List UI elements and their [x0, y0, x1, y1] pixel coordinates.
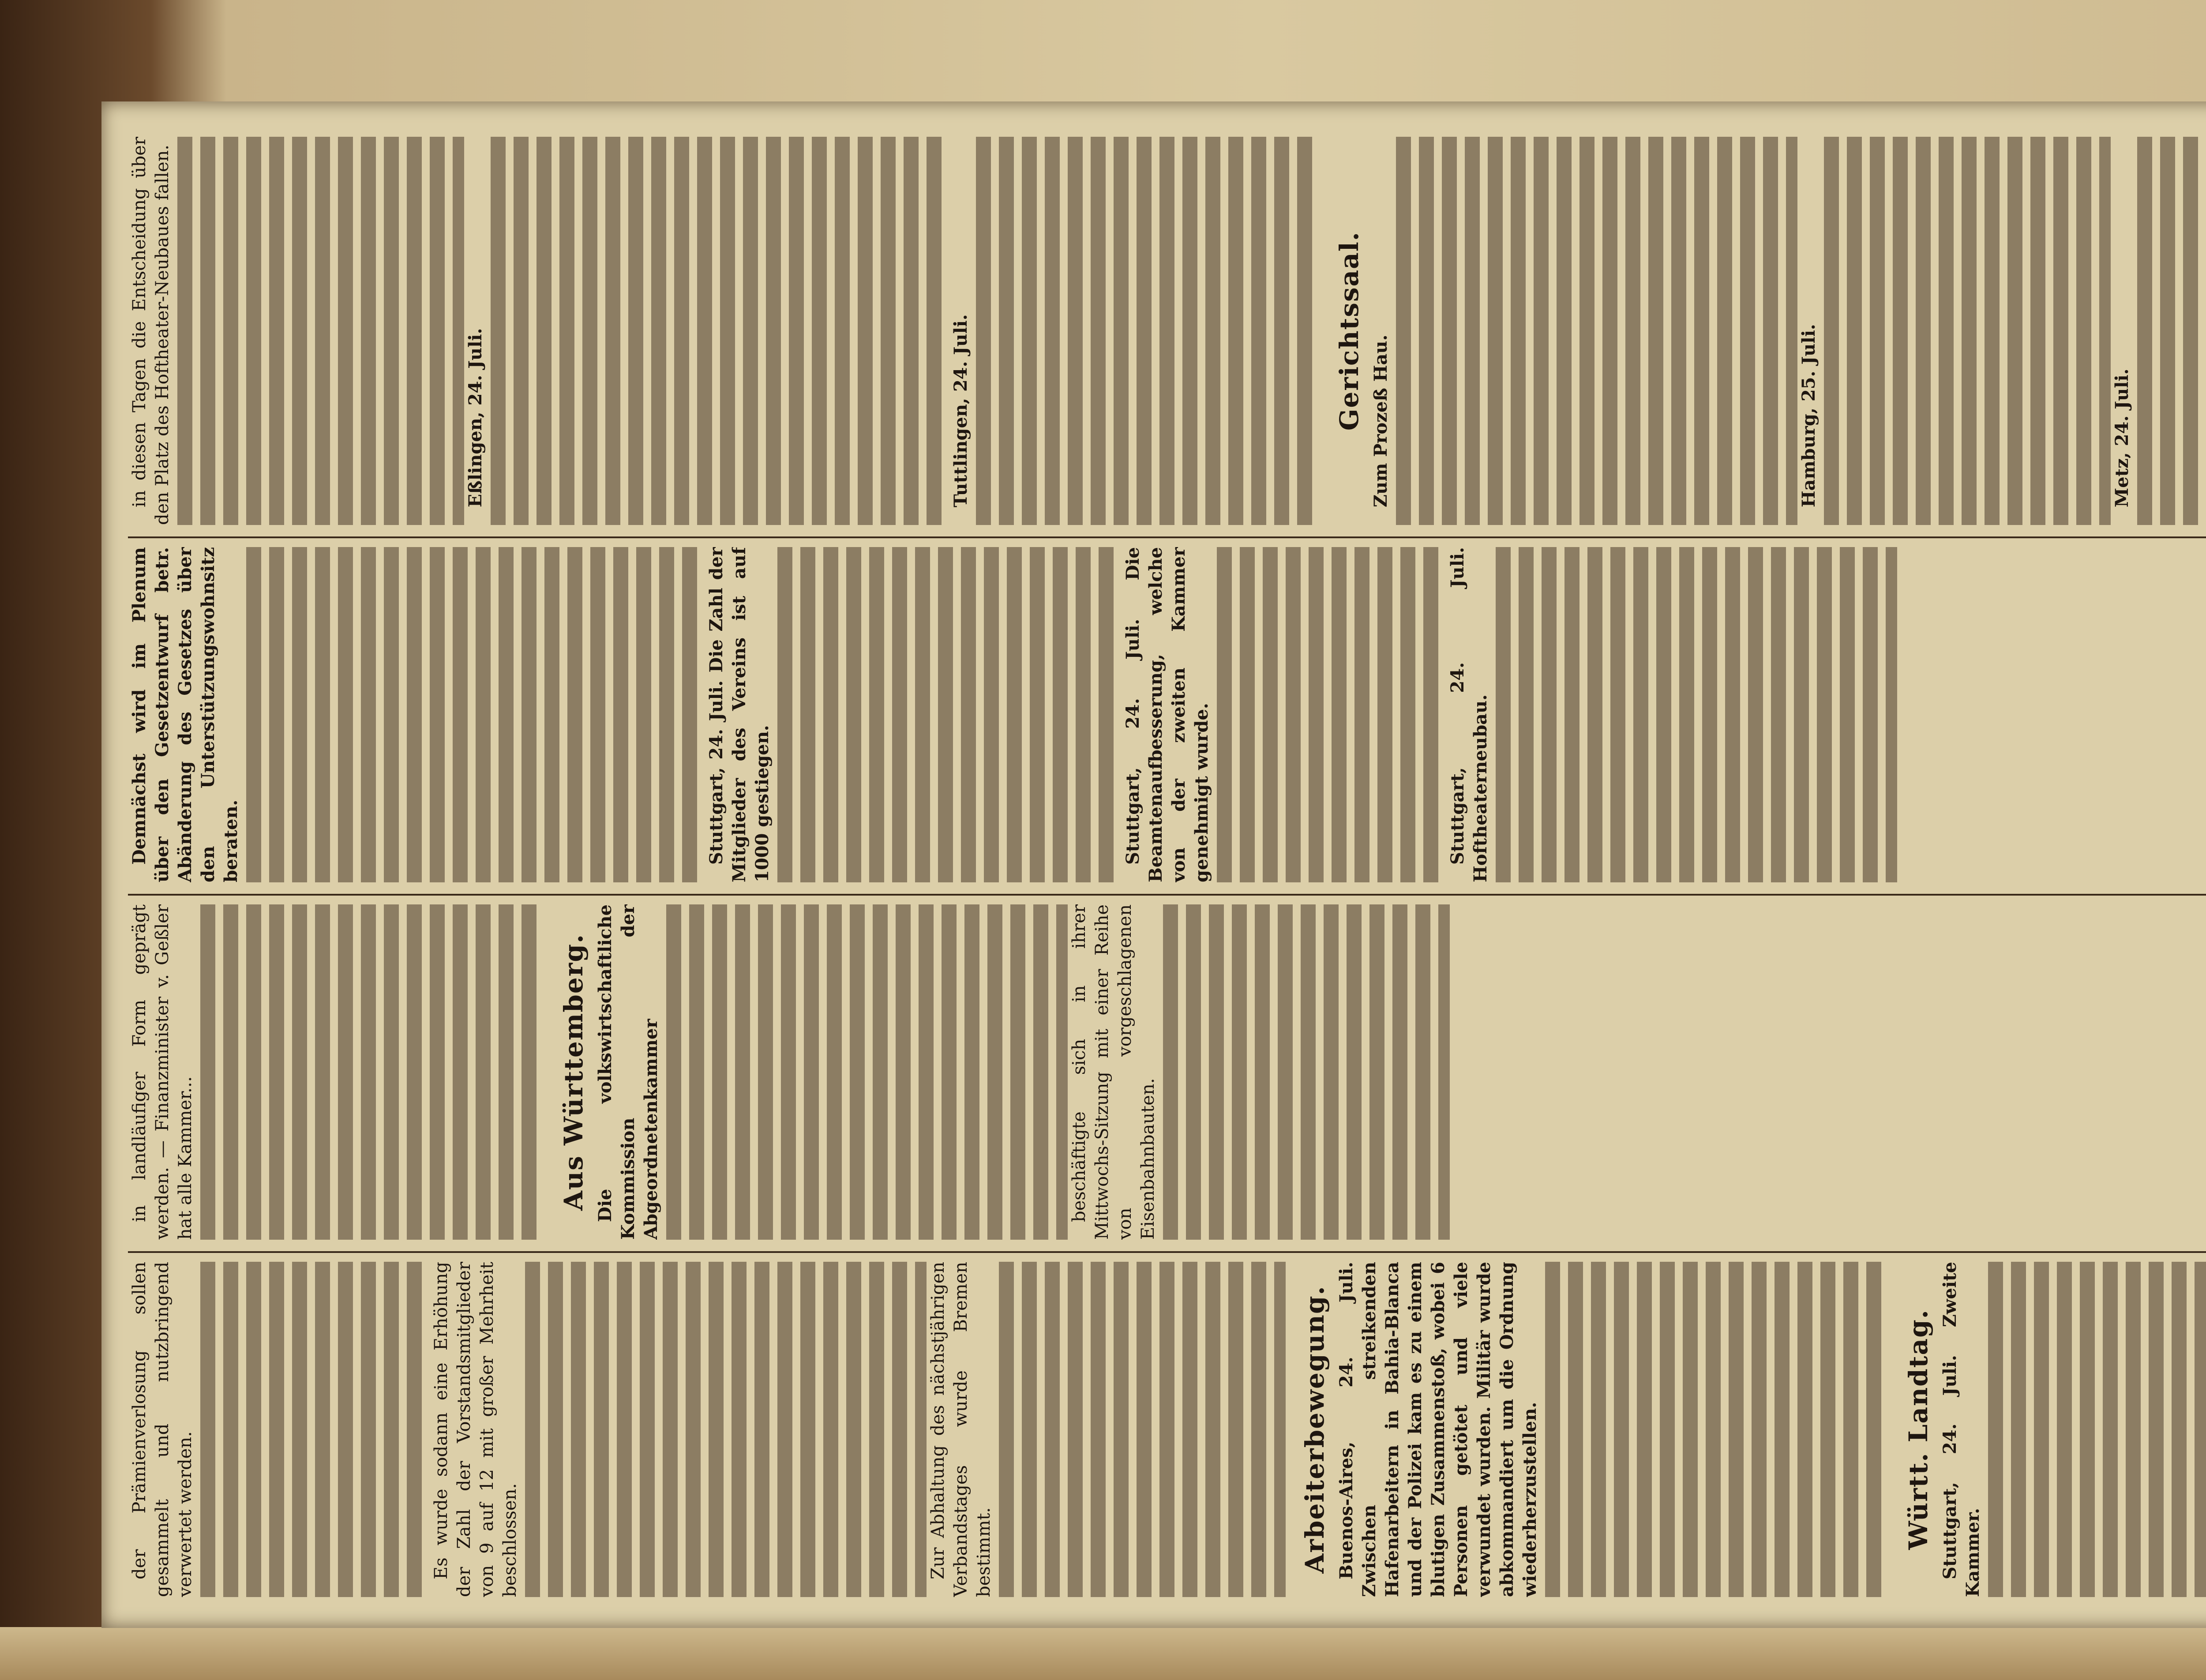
illegible-text-lines	[1217, 547, 1446, 882]
article-lead: Buenos-Aires, 24. Juli. Zwischen streikenden Hafenarbeitern in Bahia-Blanca und der Polizei kam es zu einem blutigen Zusammenstoß, wobei 6 Personen getötet und viele verwundet wurden. Militär wurde abkommandiert um die Ordnung wiederherzustellen.	[1336, 1262, 1540, 1597]
illegible-text-lines	[1396, 137, 1797, 525]
section-heading: Aus Württemberg.	[559, 933, 589, 1211]
article-lead: Stuttgart, 24. Juli. Die Beamtenaufbesserung, welche von der zweiten Kammer genehmigt wurde.	[1122, 547, 1212, 882]
illegible-text-lines	[1824, 137, 2111, 525]
article-lead: Stuttgart, 24. Juli. Hoftheaterneubau.	[1447, 547, 1491, 882]
article-paragraph: in landläufiger Form geprägt werden. — Finanzminister v. Geßler hat alle Kammer...	[129, 904, 195, 1240]
article-paragraph: der Prämienverlosung sollen gesammelt und nutzbringend verwertet werden.	[129, 1262, 195, 1597]
column-rule	[128, 1251, 2206, 1253]
article-lead: Zum Prozeß Hau.	[1370, 334, 1391, 507]
illegible-text-lines	[999, 1262, 1286, 1597]
illegible-text-lines	[1545, 1262, 1889, 1597]
newspaper-column-4	[128, 137, 2206, 525]
book-bottom-pages	[0, 1627, 2206, 1680]
column-rule	[128, 536, 2206, 538]
newspaper-column-3	[128, 547, 2206, 882]
illegible-text-lines	[200, 904, 544, 1240]
rotated-newspaper	[101, 101, 2206, 1628]
article-lead: Stuttgart, 24. Juli. Zweite Kammer.	[1940, 1262, 1983, 1597]
article-lead: Stuttgart, 24. Juli. Die Zahl der Mitglieder des Vereins ist auf 1000 gestiegen.	[706, 547, 773, 882]
article-lead: Die volkswirtschaftliche Kommission der Abgeordnetenkammer	[595, 904, 661, 1240]
illegible-text-lines	[525, 1262, 927, 1597]
newspaper-column-2	[128, 904, 2206, 1240]
illegible-text-lines	[1163, 904, 1450, 1240]
newspaper-column-1	[128, 1262, 2206, 1597]
illegible-text-lines	[1496, 547, 1897, 882]
article-lead: Demnächst wird im Plenum über den Gesetzentwurf betr. Abänderung des Gesetzes über den Unterstützungswohnsitz beraten.	[129, 547, 241, 882]
newspaper-page	[101, 101, 2206, 1628]
article-paragraph: beschäftigte sich in ihrer Mittwochs-Sitzung mit einer Reihe von vorgeschlagenen Eisenbahnbauten.	[1069, 904, 1158, 1240]
illegible-text-lines	[246, 547, 705, 882]
article-lead: Tuttlingen, 24. Juli.	[950, 314, 971, 507]
illegible-text-lines	[200, 1262, 430, 1597]
illegible-text-lines	[1988, 1262, 2206, 1597]
article-paragraph: Zur Abhaltung des nächstjährigen Verbandstages wurde Bremen bestimmt.	[928, 1262, 994, 1597]
illegible-text-lines	[976, 137, 1320, 525]
illegible-text-lines	[777, 547, 1122, 882]
article-lead: Hamburg, 25. Juli.	[1798, 324, 1819, 507]
column-rule	[128, 894, 2206, 896]
section-heading: Arbeiterbewegung.	[1300, 1285, 1330, 1574]
section-heading: Württ. Landtag.	[1903, 1309, 1933, 1550]
illegible-text-lines	[2137, 137, 2206, 525]
illegible-text-lines	[491, 137, 949, 525]
section-heading: Gerichtssaal.	[1334, 231, 1364, 431]
article-paragraph: Es wurde sodann eine Erhöhung der Zahl der Vorstandsmitglieder von 9 auf 12 mit großer Mehrheit beschlossen.	[431, 1262, 520, 1597]
article-lead: Eßlingen, 24. Juli.	[465, 328, 486, 507]
illegible-text-lines	[666, 904, 1068, 1240]
illegible-text-lines	[177, 137, 464, 525]
article-paragraph: in diesen Tagen die Entscheidung über den Platz des Hoftheater-Neubaues fallen.	[129, 137, 173, 525]
article-lead: Metz, 24. Juli.	[2112, 368, 2132, 507]
